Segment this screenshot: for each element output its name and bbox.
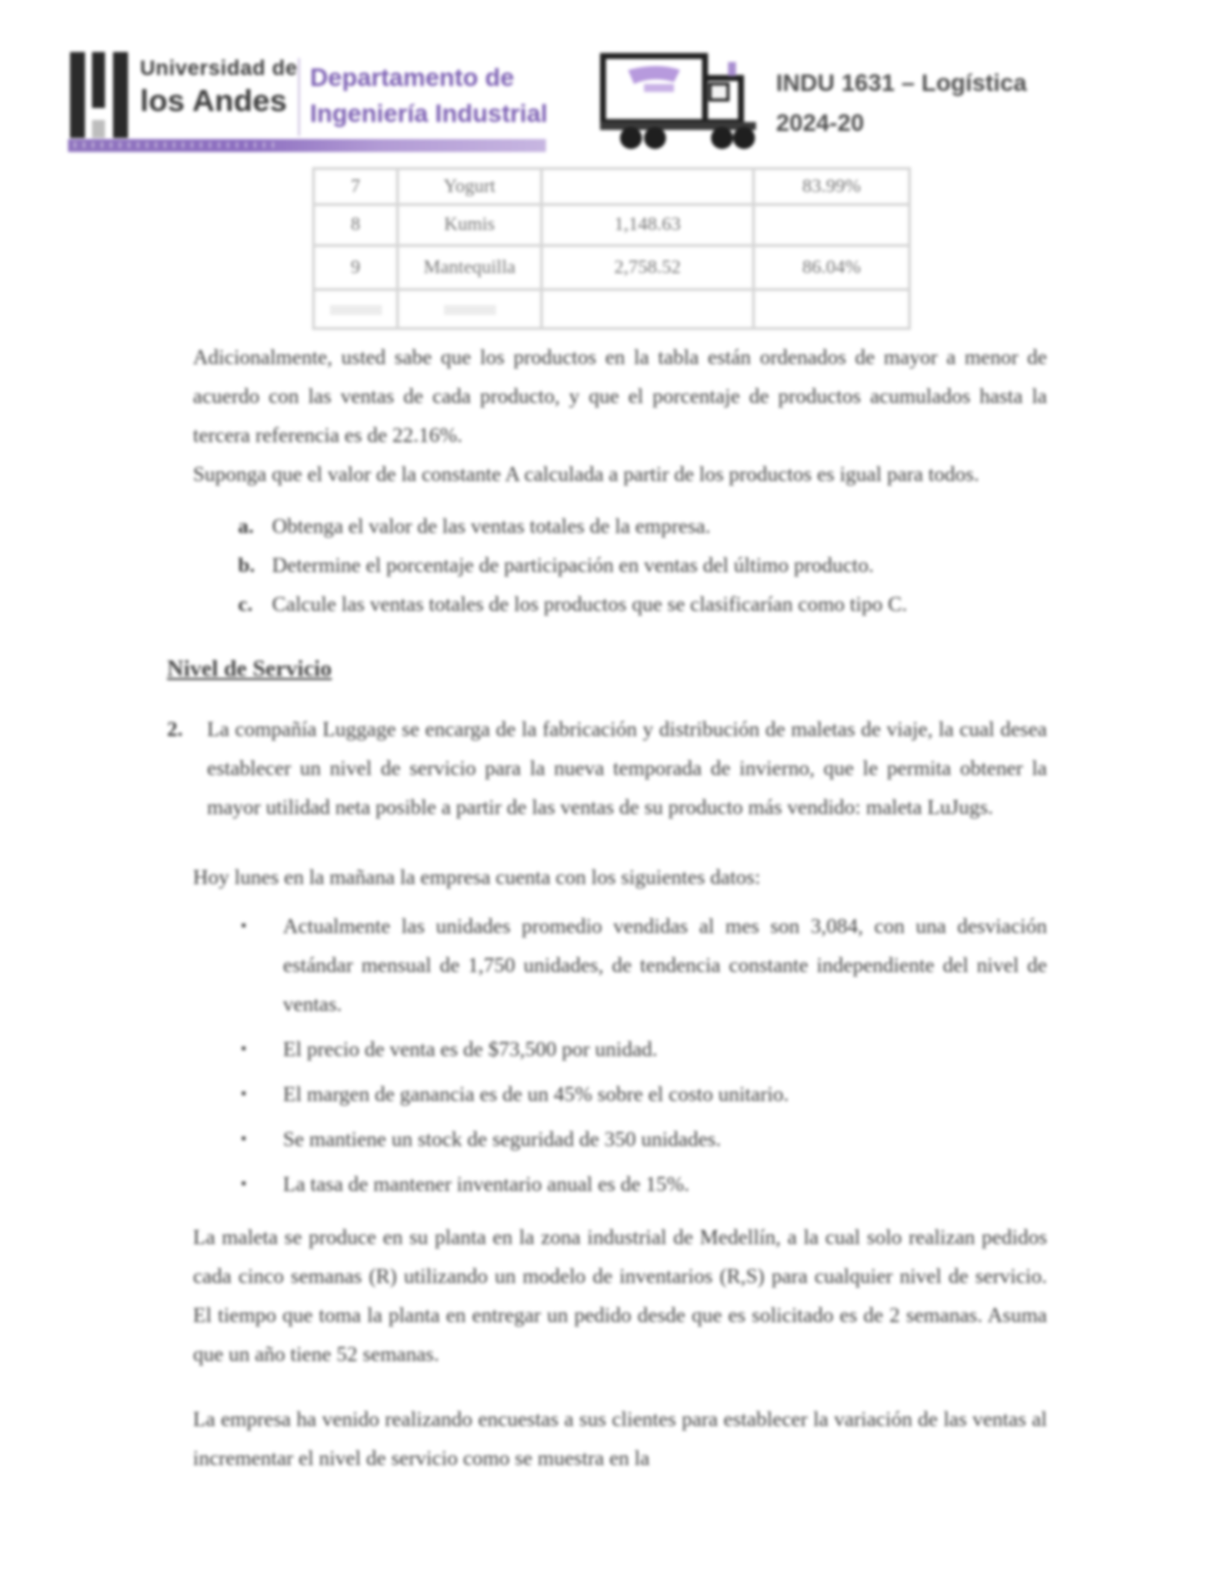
department-line1: Departamento de bbox=[310, 64, 515, 92]
cell-pct bbox=[754, 290, 910, 329]
cell-num bbox=[314, 290, 398, 329]
table-row bbox=[314, 246, 910, 290]
paragraph-plant-info: La maleta se produce en su planta en la zona industrial de Medellín, a la cual solo realizan pedidos cada cinco semanas (R) utilizando un modelo de inventarios (R,S) para cualquier nivel de servicio. El tiempo que toma la planta en entregar un pedido desde que es solicitado es de 2 semanas. Asuma que un año tiene 52 semanas. bbox=[193, 1225, 1047, 1366]
question-list bbox=[238, 507, 1047, 624]
cell-num: 8 bbox=[314, 205, 398, 246]
university-name-line1: Universidad de bbox=[140, 57, 298, 80]
table-row bbox=[314, 169, 910, 205]
list-item-text: Obtenga el valor de las ventas totales de la empresa. bbox=[272, 514, 711, 538]
cell-pct bbox=[754, 205, 910, 246]
faded-text-artifact bbox=[330, 305, 382, 315]
logo-divider bbox=[298, 58, 300, 136]
faded-text-artifact bbox=[444, 305, 496, 315]
paragraph-survey-info: La empresa ha venido realizando encuestas a sus clientes para establecer la variación de las ventas al incrementar el nivel de servicio como se muestra en la bbox=[193, 1407, 1047, 1470]
university-name-line2: los Andes bbox=[140, 83, 287, 118]
bullet-text: Actualmente las unidades promedio vendidas al mes son 3,084, con una desviación estándar mensual de 1,750 unidades, de tendencia constante independiente del nivel de ventas. bbox=[283, 914, 1047, 1016]
cell-num: 7 bbox=[314, 169, 398, 205]
bullet-item bbox=[241, 1165, 1047, 1204]
list-item-text: Determine el porcentaje de participación en ventas del último producto. bbox=[272, 553, 874, 577]
problem-2-text: La compañía Luggage se encarga de la fabricación y distribución de maletas de viaje, la cual desea establecer un nivel de servicio para la nueva temporada de invierno, que le permita obtener la mayor utilidad neta posible a partir de las ventas de su producto más vendido: maleta LuJugs. bbox=[207, 717, 1047, 819]
cell-sales bbox=[542, 169, 754, 205]
bullet-text: La tasa de mantener inventario anual es de 15%. bbox=[283, 1172, 690, 1196]
products-table bbox=[312, 167, 911, 330]
list-marker: c. bbox=[238, 592, 253, 616]
cell-product: Mantequilla bbox=[398, 246, 542, 290]
document-body bbox=[165, 338, 1047, 1478]
table-row bbox=[314, 205, 910, 246]
bullet-icon: ▪ bbox=[241, 918, 247, 934]
bullet-item bbox=[241, 1120, 1047, 1159]
department-line2: Ingeniería Industrial bbox=[310, 100, 548, 128]
bullet-icon: ▪ bbox=[241, 1086, 247, 1102]
list-item bbox=[238, 546, 1047, 585]
bullet-item bbox=[241, 1075, 1047, 1114]
bullet-icon: ▪ bbox=[241, 1131, 247, 1147]
cell-sales: 2,758.52 bbox=[542, 246, 754, 290]
bullet-icon: ▪ bbox=[241, 1041, 247, 1057]
list-marker: b. bbox=[238, 553, 255, 577]
bullet-text: El precio de venta es de $73,500 por unidad. bbox=[283, 1037, 658, 1061]
bullet-item bbox=[241, 1030, 1047, 1069]
delivery-truck-icon bbox=[598, 48, 763, 154]
paragraph-ordering-note: Adicionalmente, usted sabe que los productos en la tabla están ordenados de mayor a menor de acuerdo con las ventas de cada producto, y que el porcentaje de productos acumulados hasta la tercera referencia es de 22.16%. bbox=[193, 345, 1047, 447]
bullet-icon: ▪ bbox=[241, 1176, 247, 1192]
course-header bbox=[776, 64, 1027, 144]
cell-sales: 1,148.63 bbox=[542, 205, 754, 246]
university-logo-icon bbox=[68, 50, 130, 140]
paragraph-data-intro: Hoy lunes en la mañana la empresa cuenta con los siguientes datos: bbox=[193, 865, 761, 889]
list-item bbox=[238, 585, 1047, 624]
data-bullet-list bbox=[241, 907, 1047, 1204]
cell-num: 9 bbox=[314, 246, 398, 290]
cell-product: Yogurt bbox=[398, 169, 542, 205]
cell-sales bbox=[542, 290, 754, 329]
university-name bbox=[140, 58, 298, 116]
cell-pct: 86.04% bbox=[754, 246, 910, 290]
problem-number: 2. bbox=[167, 717, 183, 741]
list-item-text: Calcule las ventas totales de los productos que se clasificarían como tipo C. bbox=[272, 592, 908, 616]
section-title: Nivel de Servicio bbox=[167, 656, 332, 681]
bullet-text: El margen de ganancia es de un 45% sobre el costo unitario. bbox=[283, 1082, 789, 1106]
course-code: INDU 1631 – Logística bbox=[776, 70, 1027, 97]
list-marker: a. bbox=[238, 514, 254, 538]
cell-product: Kumis bbox=[398, 205, 542, 246]
department-name bbox=[310, 60, 548, 132]
course-term: 2024-20 bbox=[776, 110, 865, 137]
bullet-item bbox=[241, 907, 1047, 1024]
cell-product bbox=[398, 290, 542, 329]
cell-pct: 83.99% bbox=[754, 169, 910, 205]
bullet-text: Se mantiene un stock de seguridad de 350 unidades. bbox=[283, 1127, 721, 1151]
list-item bbox=[238, 507, 1047, 546]
header-accent-bar bbox=[68, 139, 546, 152]
table-row bbox=[314, 290, 910, 329]
paragraph-constant-a: Suponga que el valor de la constante A calculada a partir de los productos es igual para todos. bbox=[193, 462, 980, 486]
problem-2 bbox=[165, 710, 1047, 827]
